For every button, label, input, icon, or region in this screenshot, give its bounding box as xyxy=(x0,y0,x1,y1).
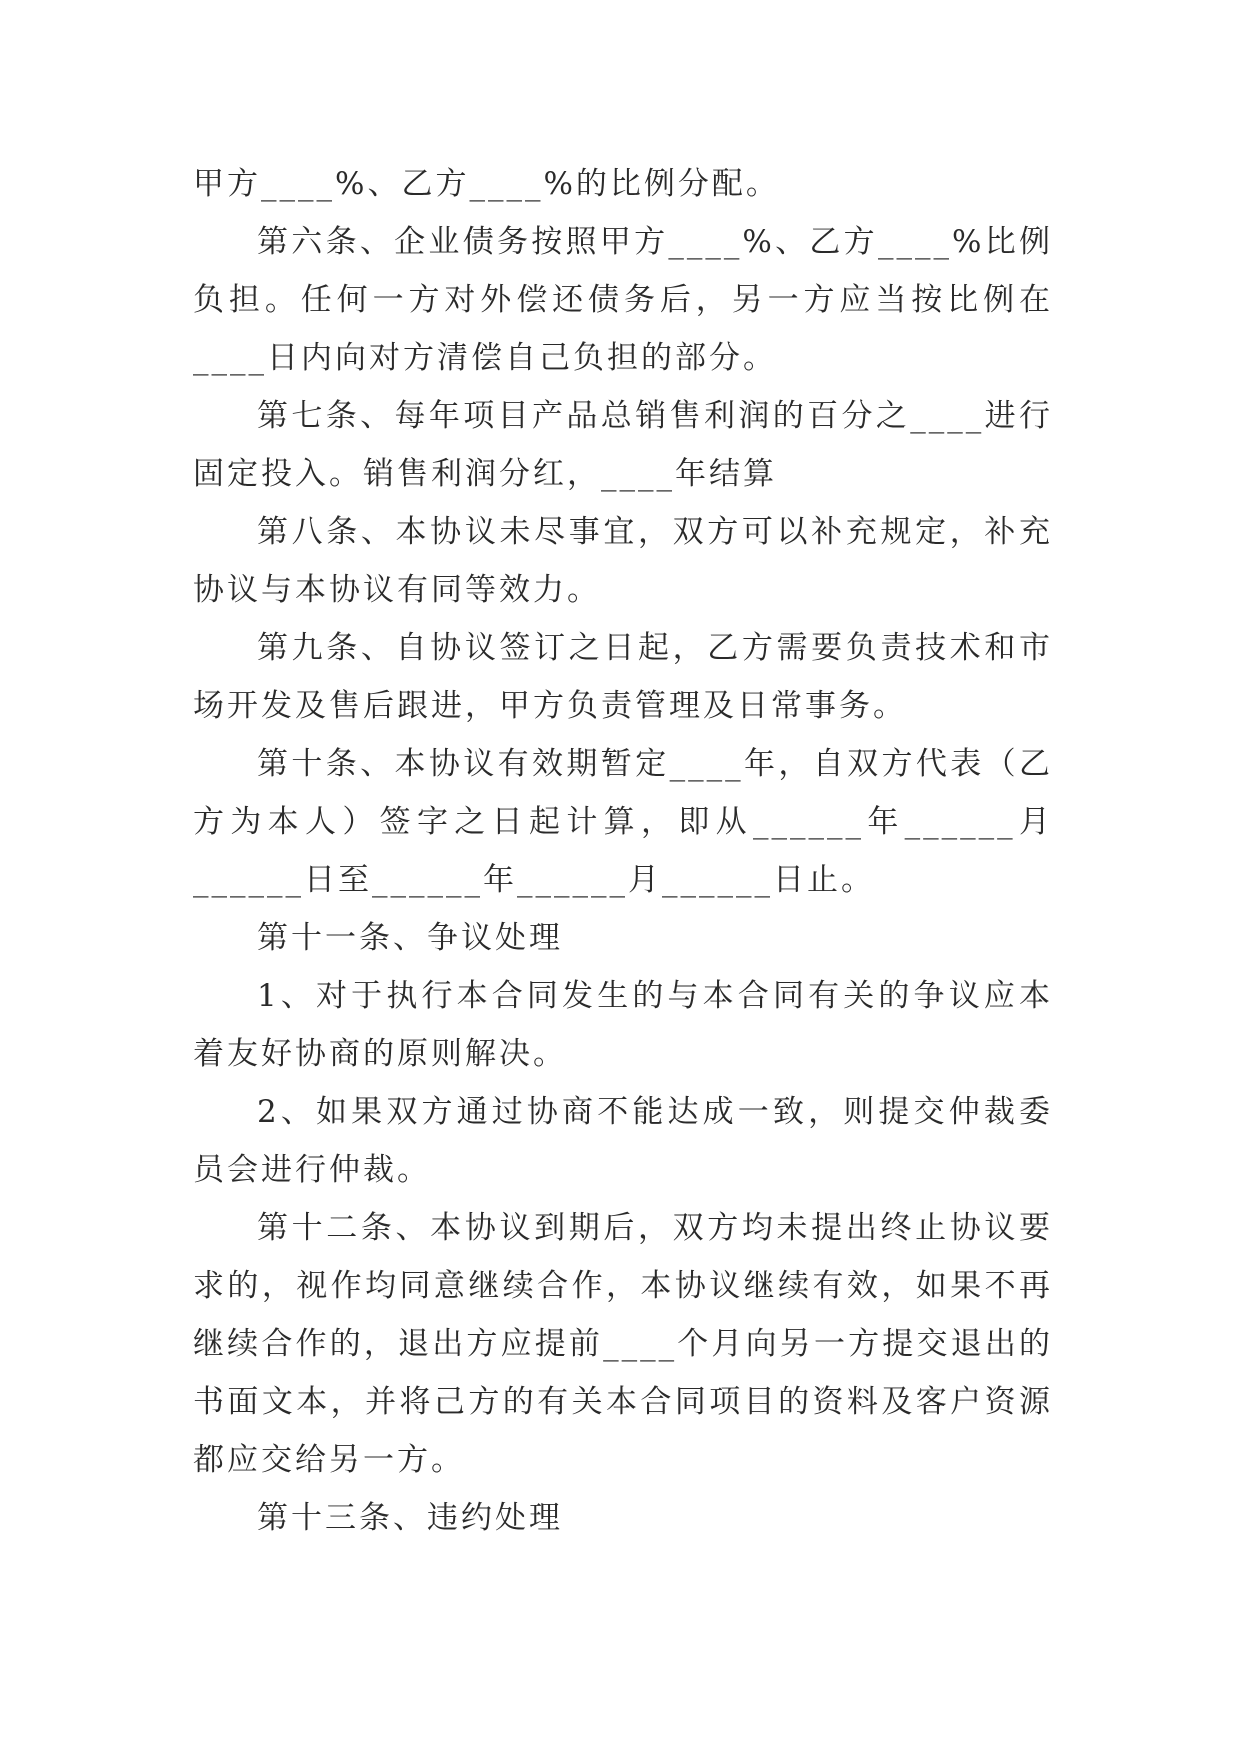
paragraph-article-7: 第七条、每年项目产品总销售利润的百分之____进行固定投入。销售利润分红，____年结算 xyxy=(193,398,1053,492)
paragraph-article-12: 第十二条、本协议到期后，双方均未提出终止协议要求的，视作均同意继续合作，本协议继续有效，如果不再继续合作的，退出方应提前____个月向另一方提交退出的书面文本，并将己方的有关本合同项目的资料及客户资源都应交给另一方。 xyxy=(193,1210,1053,1478)
paragraph-article-11-item-2: 2、如果双方通过协商不能达成一致，则提交仲裁委员会进行仲裁。 xyxy=(193,1094,1053,1188)
heading-article-11: 第十一条、争议处理 xyxy=(257,920,563,956)
paragraph-article-10: 第十条、本协议有效期暂定____年，自双方代表（乙方为本人）签字之日起计算，即从______年______月______日至______年______月______日止。 xyxy=(193,746,1053,898)
paragraph-article-9: 第九条、自协议签订之日起，乙方需要负责技术和市场开发及售后跟进，甲方负责管理及日常事务。 xyxy=(193,630,1053,724)
heading-article-13: 第十三条、违约处理 xyxy=(257,1500,563,1536)
paragraph-article-6: 第六条、企业债务按照甲方____%、乙方____%比例负担。任何一方对外偿还债务后，另一方应当按比例在____日内向对方清偿自己负担的部分。 xyxy=(193,224,1053,376)
paragraph-article-11-item-1: 1、对于执行本合同发生的与本合同有关的争议应本着友好协商的原则解决。 xyxy=(193,978,1053,1072)
paragraph-article-8: 第八条、本协议未尽事宜，双方可以补充规定，补充协议与本协议有同等效力。 xyxy=(193,514,1053,608)
paragraph-profit-ratio: 甲方____%、乙方____%的比例分配。 xyxy=(193,166,780,202)
document-body xyxy=(193,155,1053,1547)
